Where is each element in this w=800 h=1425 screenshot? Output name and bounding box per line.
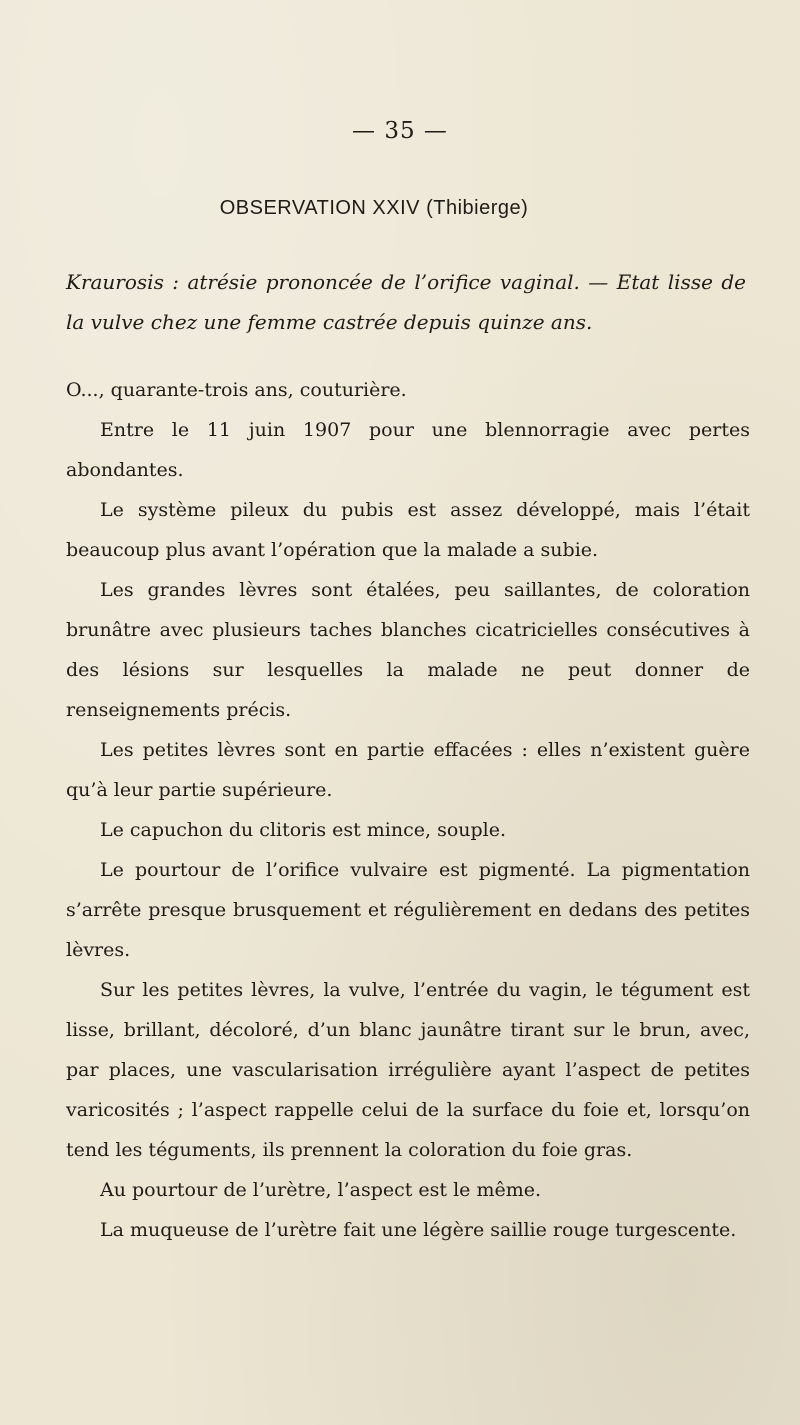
observation-heading: OBSERVATION XXIV (Thibierge)	[219, 197, 529, 219]
paragraph: Le capuchon du clitoris est mince, souple.	[100, 819, 507, 841]
paragraph: Entre le 11 juin 1907 pour une blennorragie avec pertes abondantes.	[66, 419, 750, 481]
paragraph: Les petites lèvres sont en partie effacées : elles n’existent guère qu’à leur partie supérieure.	[66, 739, 750, 801]
page-number: — 35 —	[352, 118, 448, 144]
paragraph: O..., quarante-trois ans, couturière.	[66, 379, 407, 401]
paragraph: Le pourtour de l’orifice vulvaire est pigmenté. La pigmentation s’arrête presque brusquement et régulièrement en dedans des petites lèvres.	[66, 859, 750, 961]
paragraph: La muqueuse de l’urètre fait une légère saillie rouge turgescente.	[100, 1219, 737, 1241]
observation-body	[66, 370, 750, 1250]
paragraph: Le système pileux du pubis est assez développé, mais l’était beaucoup plus avant l’opération que la malade a subie.	[66, 499, 750, 561]
paragraph: Sur les petites lèvres, la vulve, l’entrée du vagin, le tégument est lisse, brillant, décoloré, d’un blanc jaunâtre tirant sur le brun, avec, par places, une vascularisation irrégulière ayant l’aspect de petites varicosités ; l’aspect rappelle celui de la surface du foie et, lorsqu’on tend les téguments, ils prennent la coloration du foie gras.	[66, 979, 750, 1161]
paragraph: Au pourtour de l’urètre, l’aspect est le même.	[100, 1179, 542, 1201]
observation-subtitle: Kraurosis : atrésie prononcée de l’orifice vaginal. — Etat lisse de la vulve chez une femme castrée depuis quinze ans.	[66, 270, 746, 334]
paragraph: Les grandes lèvres sont étalées, peu saillantes, de coloration brunâtre avec plusieurs taches blanches cicatricielles consécutives à des lésions sur lesquelles la malade ne peut donner de renseignements précis.	[66, 579, 750, 721]
